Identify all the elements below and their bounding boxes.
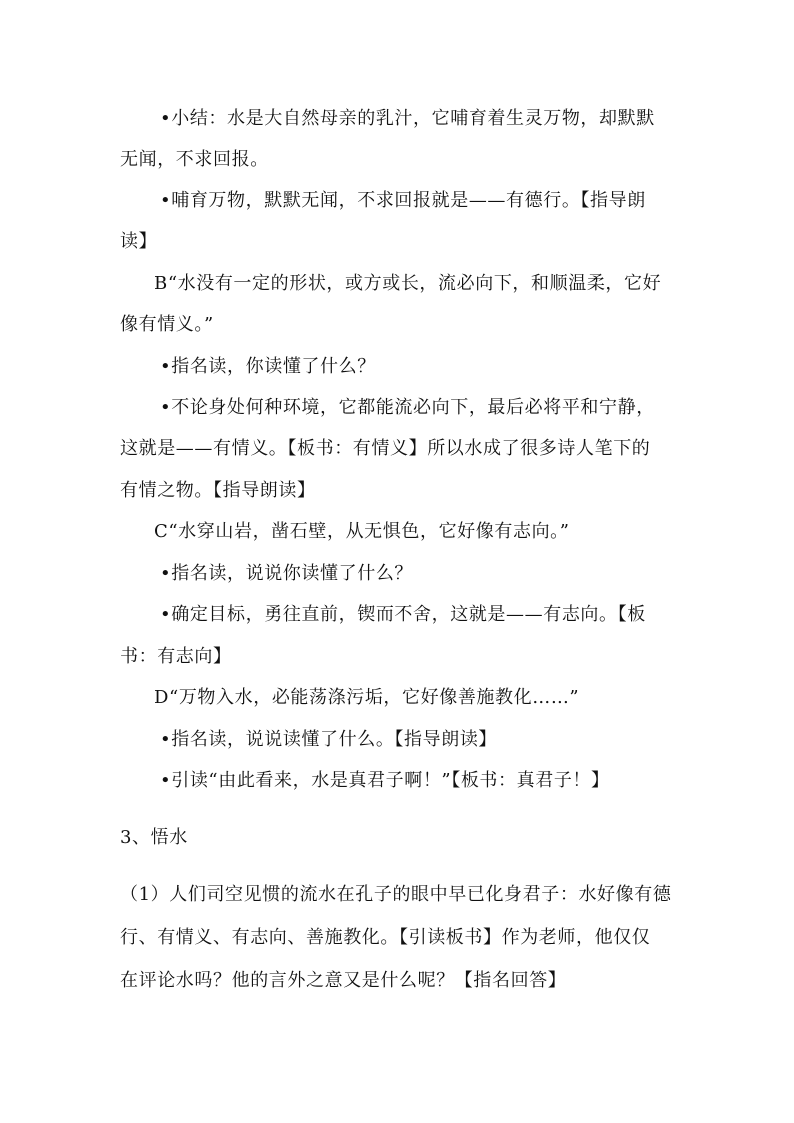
section-heading: 3、悟水 — [120, 827, 188, 848]
text-line: 书：有志向】 — [120, 646, 232, 667]
text-line: •小结：水是大自然母亲的乳汁，它哺育着生灵万物，却默默 — [160, 108, 655, 129]
text-line: 这就是——有情义。【板书：有情义】所以水成了很多诗人笔下的 — [120, 438, 651, 459]
text-line: C“水穿山岩，凿石壁，从无惧色，它好像有志向。” — [154, 521, 570, 542]
text-line: 读】 — [120, 231, 158, 252]
text-line: 行、有情义、有志向、善施教化。【引读板书】作为老师，他仅仅 — [120, 927, 651, 948]
text-line: 有情之物。【指导朗读】 — [120, 480, 316, 501]
text-line: 在评论水吗？他的言外之意又是什么呢？【指名回答】 — [120, 970, 567, 991]
text-line: •指名读，说说读懂了什么。【指导朗读】 — [160, 729, 498, 750]
text-line: 无闻，不求回报。 — [120, 149, 269, 170]
text-line: D“万物入水，必能荡涤污垢，它好像善施教化……” — [154, 687, 580, 708]
text-line: •引读“由此看来，水是真君子啊！”【板书：真君子！】 — [160, 770, 610, 791]
text-line: •哺育万物，默默无闻，不求回报就是——有德行。【指导朗 — [160, 190, 646, 211]
text-line: （1）人们司空见惯的流水在孔子的眼中早已化身君子：水好像有德 — [120, 884, 672, 905]
text-line: •指名读，说说你读懂了什么？ — [160, 563, 414, 584]
text-line: •不论身处何种环境，它都能流必向下，最后必将平和宁静， — [160, 397, 655, 418]
text-line: •确定目标，勇往直前，锲而不舍，这就是——有志向。【板 — [160, 604, 646, 625]
text-line: •指名读，你读懂了什么？ — [160, 356, 376, 377]
text-line: B“水没有一定的形状，或方或长，流必向下，和顺温柔，它好 — [154, 273, 662, 294]
text-line: 像有情义。” — [120, 314, 214, 335]
